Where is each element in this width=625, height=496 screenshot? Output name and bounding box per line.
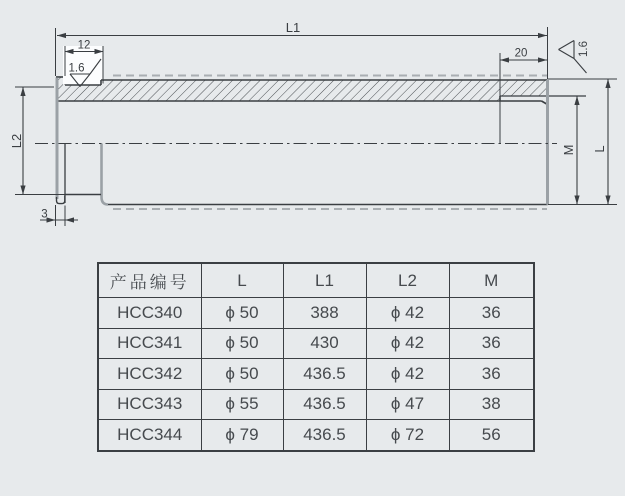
cell-l1: 388 [283, 298, 366, 329]
header-l2: L2 [366, 263, 449, 298]
header-l: L [201, 263, 283, 298]
cell-l1: 436.5 [283, 359, 366, 390]
table-row [98, 298, 534, 329]
dim-label-m: M [561, 144, 576, 156]
cell-l: ϕ 79 [201, 420, 283, 451]
cell-l2: ϕ 42 [366, 359, 449, 390]
cell-l: ϕ 50 [201, 328, 283, 359]
cell-l1: 430 [283, 328, 366, 359]
cell-l1: 436.5 [283, 389, 366, 420]
cell-product-code: HCC340 [98, 298, 201, 329]
table-header-row [98, 263, 534, 298]
cell-product-code: HCC341 [98, 328, 201, 359]
arrowheads [20, 33, 610, 223]
table-row [98, 328, 534, 359]
dim-label-l2: L2 [9, 133, 24, 149]
dim-label-l: L [592, 145, 607, 153]
cell-m: 36 [449, 359, 534, 390]
table-row [98, 389, 534, 420]
dim-label-l1: L1 [285, 20, 301, 35]
cell-l2: ϕ 47 [366, 389, 449, 420]
table-row [98, 359, 534, 390]
cell-l1: 436.5 [283, 420, 366, 451]
cell-l: ϕ 50 [201, 359, 283, 390]
cell-l2: ϕ 72 [366, 420, 449, 451]
cell-m: 38 [449, 389, 534, 420]
cell-l2: ϕ 42 [366, 298, 449, 329]
spec-table [97, 262, 535, 452]
cell-l2: ϕ 42 [366, 328, 449, 359]
cell-m: 36 [449, 298, 534, 329]
cell-l: ϕ 50 [201, 298, 283, 329]
roughness-value-left: 1.6 [68, 62, 85, 75]
cell-product-code: HCC342 [98, 359, 201, 390]
cell-product-code: HCC343 [98, 389, 201, 420]
cell-m: 56 [449, 420, 534, 451]
roughness-value-right: 1.6 [578, 41, 590, 57]
header-product-code: 产品编号 [98, 263, 201, 298]
table-row [98, 420, 534, 451]
dimension-lines [23, 36, 608, 221]
cell-m: 36 [449, 328, 534, 359]
header-l1: L1 [283, 263, 366, 298]
dim-label-12: 12 [77, 39, 91, 52]
dim-label-20: 20 [514, 47, 528, 60]
cell-product-code: HCC344 [98, 420, 201, 451]
cell-l: ϕ 55 [201, 389, 283, 420]
dim-label-3: 3 [41, 208, 48, 221]
header-m: M [449, 263, 534, 298]
